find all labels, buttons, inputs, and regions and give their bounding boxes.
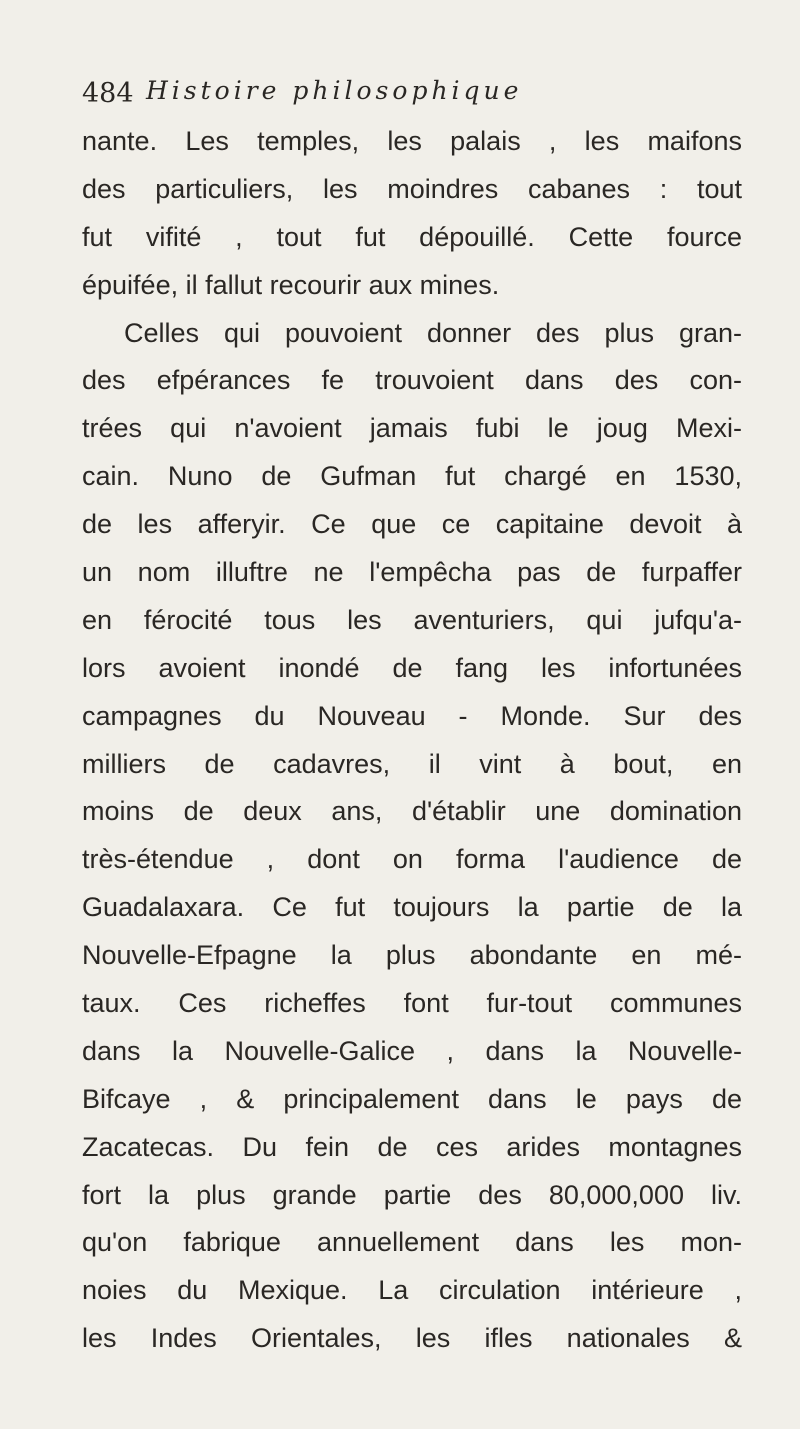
text-line: cain. Nuno de Gufman fut chargé en 1530,: [82, 461, 742, 492]
text-line: moins de deux ans, d'établir une domination: [82, 796, 742, 827]
text-line: très-étendue , dont on forma l'audience de: [82, 844, 742, 875]
text-line: de les afferyir. Ce que ce capitaine devoit à: [82, 509, 742, 540]
text-line: un nom illuftre ne l'empêcha pas de furpaffer: [82, 557, 742, 588]
running-title: Histoire philosophique: [146, 76, 523, 105]
body-text: [82, 118, 742, 1363]
text-line: des efpérances fe trouvoient dans des con-: [82, 365, 742, 396]
text-line: les Indes Orientales, les ifles nationales &: [82, 1323, 742, 1354]
text-line: qu'on fabrique annuellement dans les mon-: [82, 1227, 742, 1258]
text-line: dans la Nouvelle-Galice , dans la Nouvelle-: [82, 1035, 742, 1066]
text-line: taux. Ces richeffes font fur-tout communes: [82, 988, 742, 1019]
text-line: noies du Mexique. La circulation intérieure ,: [82, 1275, 742, 1306]
text-line: campagnes du Nouveau - Monde. Sur des: [82, 700, 742, 731]
text-line: en férocité tous les aventuriers, qui jufqu'a-: [82, 604, 742, 635]
text-line: trées qui n'avoient jamais fubi le joug Mexi-: [82, 413, 742, 444]
page-number: 484: [82, 78, 134, 109]
text-line: Guadalaxara. Ce fut toujours la partie de la: [82, 892, 742, 923]
page-header: [82, 68, 742, 118]
text-line: des particuliers, les moindres cabanes : tout: [82, 173, 742, 204]
text-line: milliers de cadavres, il vint à bout, en: [82, 748, 742, 779]
text-line: Nouvelle-Efpagne la plus abondante en mé-: [82, 940, 742, 971]
text-line: Zacatecas. Du fein de ces arides montagnes: [82, 1131, 742, 1162]
text-line: nante. Les temples, les palais , les maifons: [82, 126, 742, 156]
text-line: épuifée, il fallut recourir aux mines.: [82, 269, 500, 300]
text-line: fut vifité , tout fut dépouillé. Cette fource: [82, 221, 742, 252]
text-line: Bifcaye , & principalement dans le pays de: [82, 1083, 742, 1114]
text-line: Celles qui pouvoient donner des plus gran-: [124, 317, 742, 348]
text-line: lors avoient inondé de fang les infortunées: [82, 652, 742, 683]
text-line: fort la plus grande partie des 80,000,000 liv.: [82, 1179, 742, 1210]
